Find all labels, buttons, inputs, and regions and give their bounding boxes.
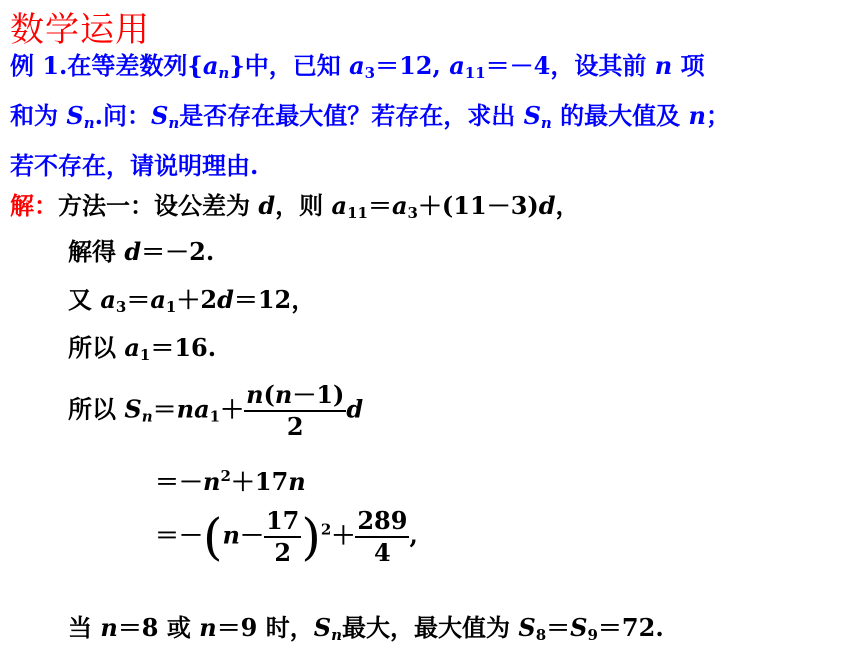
var-d: d xyxy=(124,237,142,266)
solution-line-1 xyxy=(10,186,580,221)
solution-line-6 xyxy=(155,462,306,497)
var-n: n xyxy=(688,101,706,130)
text: ： xyxy=(34,191,58,220)
var-n: n xyxy=(654,51,673,80)
sub-n: n xyxy=(540,114,552,132)
solution-line-7 xyxy=(155,506,418,568)
left-paren: ( xyxy=(203,508,223,566)
var-a: a xyxy=(194,394,210,424)
text: 又 xyxy=(68,285,101,314)
sub-1: 1 xyxy=(165,298,177,316)
fraction-denominator: 2 xyxy=(286,412,304,441)
text: .问： xyxy=(94,101,151,130)
fraction-denominator: 2 xyxy=(274,538,292,567)
var-d: d xyxy=(217,285,234,314)
text: ， xyxy=(555,191,580,220)
text: 和为 xyxy=(10,101,67,130)
section-title: 数学运用 xyxy=(10,10,150,50)
solution-line-3 xyxy=(68,280,315,315)
var-a: a xyxy=(349,51,365,80)
var-d: d xyxy=(538,191,556,220)
sub-8: 8 xyxy=(535,626,547,644)
var-a: a xyxy=(391,191,408,220)
sup-2: 2 xyxy=(220,467,231,485)
var-n: n xyxy=(199,613,217,642)
fraction-numerator xyxy=(244,380,346,412)
text: 最大，最大值为 xyxy=(342,613,519,642)
var-a: a xyxy=(202,51,219,80)
sub-n: n xyxy=(331,626,342,644)
text: ＋17 xyxy=(230,467,289,496)
text: 方法一：设公差为 xyxy=(58,191,259,220)
solution-line-5 xyxy=(68,380,363,442)
sub-9: 9 xyxy=(587,626,598,644)
right-paren: ) xyxy=(301,508,321,566)
text: ＝ xyxy=(126,285,151,314)
sub-n: n xyxy=(83,114,95,132)
text: ＝12， xyxy=(233,285,316,314)
fraction-numerator: 17 xyxy=(264,506,301,538)
fraction xyxy=(244,380,346,442)
var-a: a xyxy=(331,191,348,220)
text: ＋ xyxy=(331,520,356,550)
text: ＝－ xyxy=(155,467,203,496)
solution-label: 解 xyxy=(10,191,34,220)
text: 项 xyxy=(672,51,705,80)
text: , xyxy=(409,520,418,550)
var-n: n xyxy=(246,380,264,409)
sub-11: 11 xyxy=(347,204,368,222)
text: ，则 xyxy=(275,191,332,220)
fraction-numerator: 289 xyxy=(355,506,409,538)
text: 例 1.在等差数列{ xyxy=(10,51,203,80)
problem-line-1 xyxy=(10,46,705,81)
text: ＝－ xyxy=(155,520,203,550)
text: 所以 xyxy=(68,333,125,362)
text: ； xyxy=(706,101,730,130)
fraction xyxy=(355,506,409,568)
text: 当 xyxy=(68,613,101,642)
var-S: S xyxy=(66,101,84,130)
sub-n: n xyxy=(168,114,180,132)
fraction xyxy=(264,506,301,568)
var-S: S xyxy=(523,101,541,130)
text: ＝12, xyxy=(375,51,450,80)
problem-line-3: 若不存在，请说明理由. xyxy=(10,151,259,180)
var-a: a xyxy=(150,285,166,314)
sub-n: n xyxy=(218,64,230,82)
text: ＋ xyxy=(220,394,245,424)
var-S: S xyxy=(570,613,588,642)
var-S: S xyxy=(518,613,536,642)
var-n: n xyxy=(176,394,195,424)
text: 所以 xyxy=(68,394,125,424)
var-a: a xyxy=(449,51,465,80)
sub-1: 1 xyxy=(209,407,221,426)
var-n: n xyxy=(203,467,221,496)
text: ＝－4，设其前 xyxy=(485,51,655,80)
text: ＝－2. xyxy=(141,237,215,266)
text: － xyxy=(239,520,264,550)
solution-line-4 xyxy=(68,328,216,363)
sub-1: 1 xyxy=(139,346,151,364)
text: －1) xyxy=(292,380,345,409)
var-S: S xyxy=(313,613,332,642)
solution-line-2 xyxy=(68,232,214,267)
var-d: d xyxy=(258,191,276,220)
var-n: n xyxy=(288,467,306,496)
text: }中，已知 xyxy=(229,51,350,80)
text: ( xyxy=(263,380,275,409)
text: ＝ xyxy=(546,613,571,642)
solution-line-8 xyxy=(68,608,664,643)
sub-n: n xyxy=(141,407,153,426)
text: 解得 xyxy=(68,237,125,266)
problem-line-2 xyxy=(10,96,730,131)
text: ＋(11－3) xyxy=(417,191,539,220)
var-S: S xyxy=(150,101,169,130)
var-S: S xyxy=(124,394,142,424)
var-n: n xyxy=(100,613,118,642)
text: ＝16. xyxy=(150,333,217,362)
var-a: a xyxy=(124,333,140,362)
sup-2: 2 xyxy=(320,520,332,539)
sub-11: 11 xyxy=(464,64,486,82)
text: 是否存在最大值？若存在，求出 xyxy=(179,101,524,130)
text: ＝8 或 xyxy=(117,613,200,642)
var-n: n xyxy=(274,380,293,409)
var-a: a xyxy=(100,285,116,314)
text: 的最大值及 xyxy=(551,101,689,130)
text: ＝9 时， xyxy=(216,613,314,642)
var-d: d xyxy=(346,394,364,424)
text: ＝ xyxy=(152,394,177,424)
fraction-denominator: 4 xyxy=(374,538,391,567)
var-n: n xyxy=(222,520,240,550)
sub-3: 3 xyxy=(115,298,127,316)
text: ＝72. xyxy=(597,613,664,642)
text: ＝ xyxy=(367,191,392,220)
sub-3: 3 xyxy=(407,204,418,222)
text: ＋2 xyxy=(176,285,218,314)
sub-3: 3 xyxy=(364,64,376,82)
